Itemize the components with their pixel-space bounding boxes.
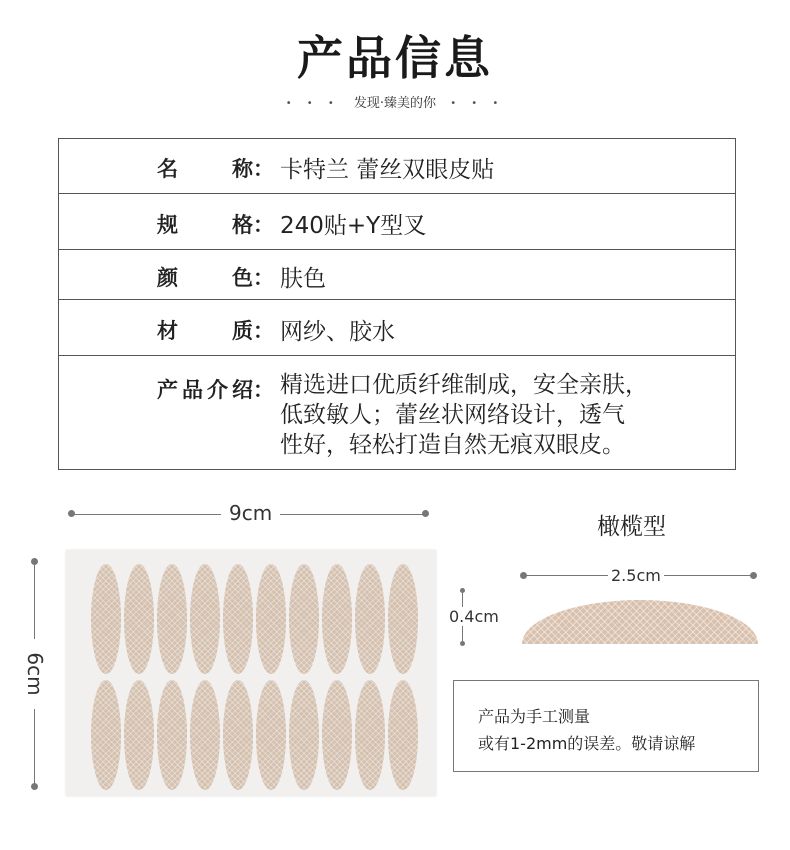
- name-label: 名 称：: [157, 157, 274, 181]
- eyelid-sticker: [322, 564, 352, 674]
- info-row-material: [59, 299, 735, 355]
- measurement-note: [453, 680, 759, 772]
- sticker-width-label: 2.5cm: [608, 566, 664, 585]
- info-row-color: [59, 249, 735, 299]
- width-dim-end-dot: [422, 510, 429, 517]
- product-info-table: [58, 138, 736, 470]
- eyelid-sticker: [388, 680, 418, 790]
- intro-label: 产品介绍：: [157, 378, 274, 402]
- intro-line-2: 低致敏人；蕾丝状网络设计，透气: [280, 402, 625, 428]
- eyelid-sticker: [223, 564, 253, 674]
- note-line-1: 产品为手工测量: [478, 707, 591, 726]
- material-value: 网纱、胶水: [280, 319, 395, 345]
- eyelid-sticker: [289, 680, 319, 790]
- color-value: 肤色: [280, 266, 326, 292]
- info-row-name: [59, 139, 735, 193]
- decor-dots-right: • • •: [450, 98, 505, 109]
- spec-label: 规 格：: [157, 213, 274, 237]
- subtitle-text: 发现·臻美的你: [353, 96, 437, 111]
- olive-sticker-image: [522, 600, 758, 644]
- info-row-intro: [59, 355, 735, 469]
- eyelid-sticker: [322, 680, 352, 790]
- height-dim-end-dot: [31, 783, 38, 790]
- eyelid-sticker: [91, 564, 121, 674]
- intro-line-1: 精选进口优质纤维制成，安全亲肤，: [280, 372, 648, 398]
- name-value: 卡特兰 蕾丝双眼皮贴: [280, 157, 495, 183]
- eyelid-sticker: [190, 680, 220, 790]
- intro-line-3: 性好，轻松打造自然无痕双眼皮。: [280, 432, 625, 458]
- eyelid-sticker: [157, 564, 187, 674]
- olive-sticker-shape: [522, 600, 758, 644]
- intro-value: [280, 370, 740, 460]
- eyelid-sticker: [388, 564, 418, 674]
- page-subtitle: [0, 92, 790, 111]
- eyelid-sticker: [124, 564, 154, 674]
- note-line-2: 或有1-2mm的误差。敬请谅解: [478, 734, 696, 753]
- eyelid-sticker: [256, 564, 286, 674]
- info-row-spec: [59, 193, 735, 249]
- eyelid-sticker: [256, 680, 286, 790]
- eyelid-sticker: [355, 564, 385, 674]
- color-label: 颜 色：: [157, 266, 274, 290]
- material-label: 材 质：: [157, 319, 274, 343]
- spec-value: 240贴+Y型叉: [280, 213, 427, 239]
- sticker-width-end-dot: [750, 572, 757, 579]
- sticker-height-label: 0.4cm: [449, 607, 499, 626]
- eyelid-sticker: [91, 680, 121, 790]
- sheet-height-label: 6cm: [23, 639, 47, 709]
- eyelid-sticker: [289, 564, 319, 674]
- page-title: 产品信息: [297, 31, 493, 85]
- sticker-height-end-dot: [460, 641, 465, 646]
- eyelid-sticker: [223, 680, 253, 790]
- eyelid-sticker: [355, 680, 385, 790]
- sheet-width-label: 9cm: [221, 501, 280, 525]
- sticker-sheet-image: [66, 550, 436, 796]
- shape-name-label: 橄榄型: [597, 514, 666, 540]
- eyelid-sticker: [190, 564, 220, 674]
- eyelid-sticker: [157, 680, 187, 790]
- decor-dots-left: • • •: [285, 98, 340, 109]
- eyelid-sticker: [124, 680, 154, 790]
